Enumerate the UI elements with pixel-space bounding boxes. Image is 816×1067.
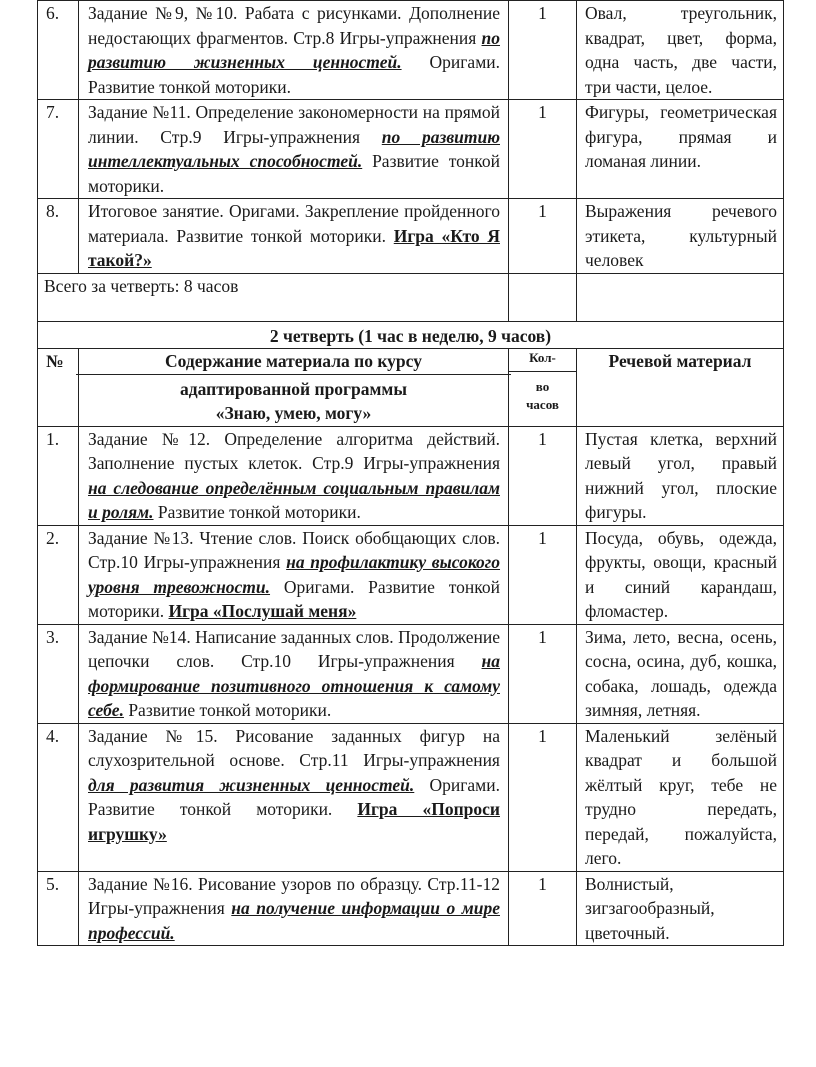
row-number: 3.	[38, 624, 79, 723]
header-content-line1: Содержание материала по курсу	[165, 351, 422, 371]
content-text: Оригами. Развитие тонкой моторики.	[88, 52, 501, 97]
header-content-line2: адаптированной программы	[76, 374, 511, 402]
row-content	[79, 525, 509, 624]
emphasis-text: на формирование позитивного отношения к самому себе.	[88, 651, 500, 720]
row-speech-material: Выражения речевого этикета, культурный человек	[577, 199, 784, 274]
row-content	[79, 871, 509, 946]
row-hours: 1	[509, 199, 577, 274]
header-num: №	[38, 349, 79, 427]
content-text: Развитие тонкой моторики.	[123, 700, 332, 720]
emphasis-text: по развитию жизненных ценностей.	[88, 27, 500, 72]
content-text: Задание №13. Чтение слов. Поиск обобщающих слов. Стр.10 Игры-упражнения	[88, 527, 500, 572]
quarter-total: Всего за четверть: 8 часов	[38, 273, 509, 321]
content-text: Задание №9, №10. Рабата с рисунками. Дополнение недостающих фрагментов. Стр.8 Игры-упражнения	[88, 3, 500, 48]
table-row	[38, 199, 784, 274]
row-content	[79, 100, 509, 199]
row-speech-material: Маленький зелёный квадрат и большой жёлтый круг, тебе не трудно передать, передай, пожалуйста, лего.	[577, 723, 784, 871]
row-speech-material: Зима, лето, весна, осень, сосна, осина, дуб, кошка, собака, лошадь, одежда зимняя, летняя.	[577, 624, 784, 723]
emphasis-text: для развития жизненных ценностей.	[88, 774, 415, 795]
header-speech: Речевой материал	[577, 349, 784, 427]
table-row	[38, 624, 784, 723]
content-text: Оригами. Развитие тонкой моторики.	[88, 774, 501, 819]
row-hours: 1	[509, 624, 577, 723]
total-empty-cell	[577, 273, 784, 321]
row-number: 6.	[38, 1, 79, 100]
row-number: 1.	[38, 426, 79, 525]
content-text: Итоговое занятие. Оригами. Закрепление пройденного материала. Развитие тонкой моторики.	[88, 201, 500, 246]
header-content	[79, 349, 509, 427]
row-hours: 1	[509, 100, 577, 199]
row-number: 8.	[38, 199, 79, 274]
quarter-total-row	[38, 273, 784, 321]
table-row	[38, 871, 784, 946]
row-hours: 1	[509, 426, 577, 525]
row-hours: 1	[509, 723, 577, 871]
header-count-line1: Кол-	[529, 350, 556, 365]
lesson-plan-document	[37, 0, 783, 946]
row-number: 4.	[38, 723, 79, 871]
content-text: Задание №11. Определение закономерности на прямой линии. Стр.9 Игры-упражнения	[88, 102, 500, 147]
header-count-line3: часов	[526, 397, 559, 412]
content-text: Задание №16. Рисование узоров по образцу. Стр.11-12 Игры-упражнения	[88, 873, 500, 918]
emphasis-text: Игра «Попроси игрушку»	[88, 799, 500, 844]
lesson-plan-table	[37, 0, 784, 946]
row-content	[79, 426, 509, 525]
emphasis-text: на профилактику высокого уровня тревожности.	[88, 552, 501, 597]
header-content-line3: «Знаю, умею, могу»	[215, 403, 372, 423]
emphasis-text: на получение информации о мире профессий.	[88, 898, 500, 943]
table-row	[38, 525, 784, 624]
header-count-line2: во	[509, 371, 576, 396]
content-text: Задание №14. Написание заданных слов. Продолжение цепочки слов. Стр.10 Игры-упражнения	[88, 626, 500, 671]
row-number: 5.	[38, 871, 79, 946]
quarter-1-rows	[38, 1, 784, 274]
row-content	[79, 199, 509, 274]
row-content	[79, 1, 509, 100]
row-content	[79, 624, 509, 723]
emphasis-text: Игра «Послушай меня»	[168, 601, 357, 621]
row-hours: 1	[509, 1, 577, 100]
emphasis-text: Игра «Кто Я такой?»	[88, 225, 500, 270]
total-empty-cell	[509, 273, 577, 321]
emphasis-text: на следование определённым социальным правилам и ролям.	[88, 477, 500, 522]
content-text: Развитие тонкой моторики.	[153, 502, 361, 522]
row-speech-material: Пустая клетка, верхний левый угол, правый нижний угол, плоские фигуры.	[577, 426, 784, 525]
content-text: Задание №12. Определение алгоритма действий. Заполнение пустых клеток. Стр.9 Игры-упражнения	[88, 428, 500, 473]
row-speech-material: Волнистый, зигзагообразный, цветочный.	[577, 871, 784, 946]
row-number: 2.	[38, 525, 79, 624]
row-content	[79, 723, 509, 871]
row-hours: 1	[509, 525, 577, 624]
row-number: 7.	[38, 100, 79, 199]
content-text: Оригами. Развитие тонкой моторики.	[88, 576, 500, 621]
table-row	[38, 1, 784, 100]
quarter-2-rows	[38, 426, 784, 946]
table-row	[38, 100, 784, 199]
header-row	[38, 349, 784, 427]
table-row	[38, 426, 784, 525]
row-hours: 1	[509, 871, 577, 946]
content-text: Задание №15. Рисование заданных фигур на слухозрительной основе. Стр.11 Игры-упражнения	[88, 725, 500, 770]
header-count	[509, 349, 577, 427]
emphasis-text: по развитию интеллектуальных способностей.	[88, 126, 500, 171]
row-speech-material: Посуда, обувь, одежда, фрукты, овощи, красный и синий карандаш, фломастер.	[577, 525, 784, 624]
section-title: 2 четверть (1 час в неделю, 9 часов)	[38, 321, 784, 349]
table-row	[38, 723, 784, 871]
row-speech-material: Овал, треугольник, квадрат, цвет, форма, одна часть, две части, три части, целое.	[577, 1, 784, 100]
section-row	[38, 321, 784, 349]
content-text: Развитие тонкой моторики.	[88, 151, 500, 196]
row-speech-material: Фигуры, геометрическая фигура, прямая и ломаная линии.	[577, 100, 784, 199]
